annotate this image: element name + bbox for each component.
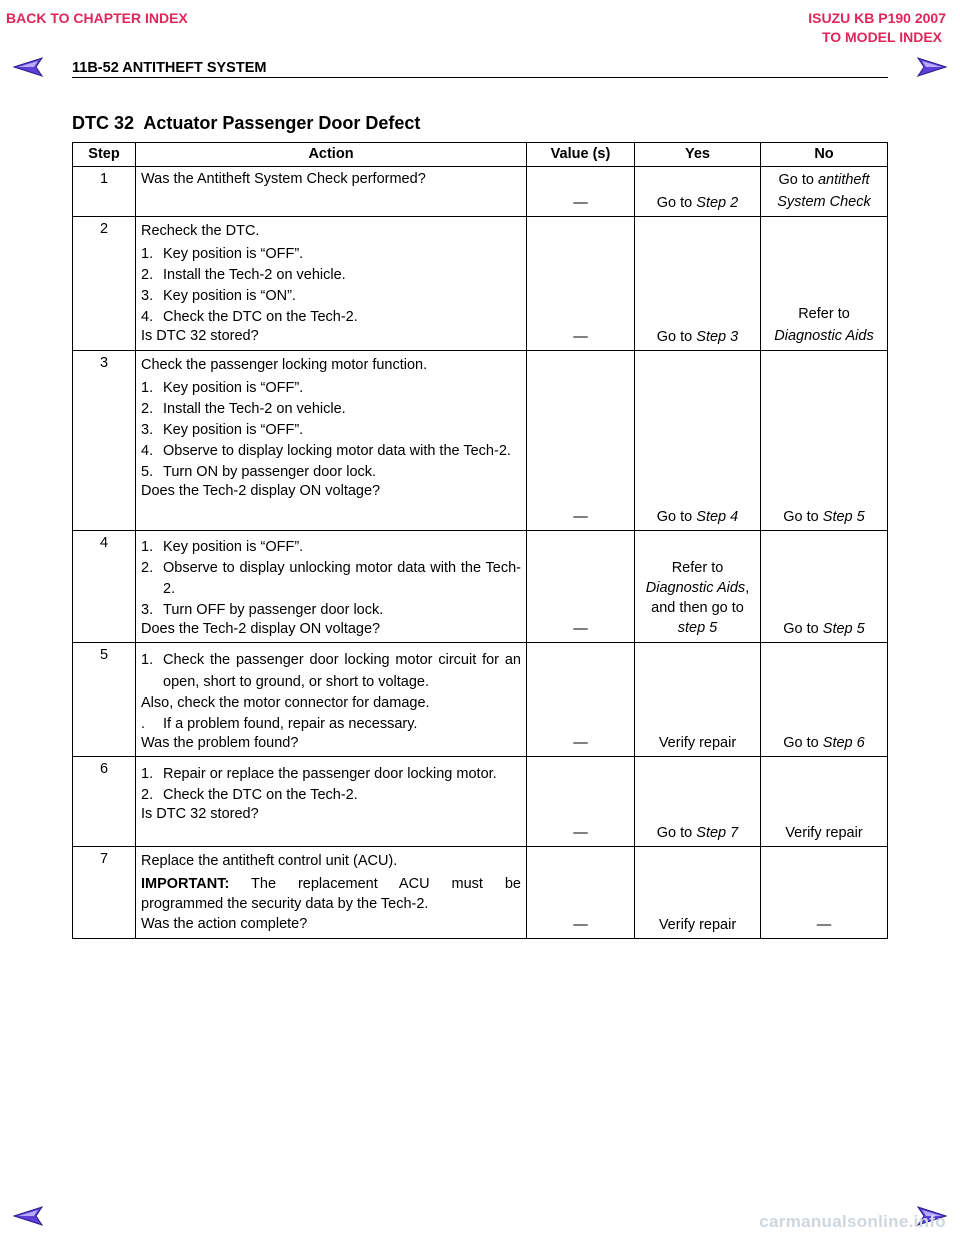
col-header-action: Action bbox=[136, 143, 527, 167]
page-title: DTC 32 Actuator Passenger Door Defect bbox=[72, 113, 421, 133]
header-rule bbox=[72, 77, 888, 78]
action-steps bbox=[141, 649, 521, 693]
important-label: IMPORTANT: bbox=[141, 876, 230, 892]
list-item: 4. Observe to display locking motor data with the Tech-2. bbox=[141, 443, 511, 459]
no-cell: Verify repair bbox=[761, 757, 888, 847]
action-question: Does the Tech-2 display ON voltage? bbox=[141, 483, 381, 499]
step-number: 5 bbox=[73, 643, 136, 757]
table-row bbox=[73, 351, 888, 531]
action-cell bbox=[136, 847, 527, 939]
action-cell bbox=[136, 217, 527, 351]
value-cell: — bbox=[527, 643, 635, 757]
yes-step-link: Step 2 bbox=[696, 195, 739, 211]
action-steps bbox=[141, 378, 521, 482]
action-steps bbox=[141, 537, 521, 620]
action-cell bbox=[136, 531, 527, 643]
action-steps bbox=[141, 763, 521, 805]
section-header: 11B-52 ANTITHEFT SYSTEM bbox=[72, 60, 267, 76]
list-item: 2. Check the DTC on the Tech-2. bbox=[141, 787, 358, 803]
no-text: Refer to bbox=[798, 306, 850, 322]
list-item: 3. Turn OFF by passenger door lock. bbox=[141, 602, 384, 618]
previous-page-arrow-bottom-icon[interactable] bbox=[12, 1205, 48, 1227]
yes-cell bbox=[635, 757, 761, 847]
action-steps bbox=[141, 244, 521, 327]
list-item: 1. Key position is “OFF”. bbox=[141, 246, 304, 262]
table-row bbox=[73, 757, 888, 847]
list-item: 1. Check the passenger door locking motor circuit for an open, short to ground, or short to voltage. bbox=[141, 652, 521, 690]
value-cell: — bbox=[527, 847, 635, 939]
no-cell bbox=[761, 167, 888, 217]
action-question: Is DTC 32 stored? bbox=[141, 328, 259, 344]
important-text-2: programmed the security data by the Tech-2. bbox=[141, 896, 429, 912]
no-text: Go to bbox=[783, 621, 823, 637]
action-question: Was the problem found? bbox=[141, 735, 299, 751]
step-number: 1 bbox=[73, 167, 136, 217]
col-header-yes: Yes bbox=[635, 143, 761, 167]
table-row bbox=[73, 217, 888, 351]
list-item: 4. Check the DTC on the Tech-2. bbox=[141, 309, 358, 325]
no-step-link: Step 5 bbox=[822, 621, 865, 637]
to-model-index-link[interactable]: TO MODEL INDEX bbox=[821, 29, 942, 45]
action-extra: Also, check the motor connector for damage. bbox=[141, 695, 430, 711]
table-header-row bbox=[73, 143, 888, 167]
no-text: Go to bbox=[783, 509, 823, 525]
list-item: . If a problem found, repair as necessary. bbox=[141, 716, 418, 732]
yes-ref-tail: , bbox=[745, 580, 750, 596]
action-question: Does the Tech-2 display ON voltage? bbox=[141, 621, 381, 637]
yes-step-link: Step 3 bbox=[696, 329, 739, 345]
no-cell: — bbox=[761, 847, 888, 939]
no-ref-2: System Check bbox=[777, 194, 871, 210]
col-header-value: Value (s) bbox=[527, 143, 635, 167]
value-cell: — bbox=[527, 351, 635, 531]
action-cell bbox=[136, 757, 527, 847]
step-number: 4 bbox=[73, 531, 136, 643]
previous-page-arrow-icon[interactable] bbox=[12, 56, 48, 78]
important-note bbox=[141, 874, 521, 894]
value-cell: — bbox=[527, 531, 635, 643]
list-item: 3. Key position is “ON”. bbox=[141, 288, 296, 304]
action-intro: Recheck the DTC. bbox=[141, 223, 260, 239]
yes-text: Go to bbox=[656, 195, 697, 211]
no-cell bbox=[761, 531, 888, 643]
no-cell bbox=[761, 351, 888, 531]
list-item: 2. Observe to display unlocking motor data with the Tech-2. bbox=[141, 560, 521, 597]
list-item: 1. Key position is “OFF”. bbox=[141, 380, 304, 396]
action-intro: Check the passenger locking motor function. bbox=[141, 357, 428, 373]
table-row bbox=[73, 643, 888, 757]
list-item: 1. Key position is “OFF”. bbox=[141, 539, 304, 555]
yes-text: Go to bbox=[656, 825, 697, 841]
yes-cell bbox=[635, 217, 761, 351]
step-number: 7 bbox=[73, 847, 136, 939]
list-item: 1. Repair or replace the passenger door locking motor. bbox=[141, 766, 497, 782]
yes-text: Refer to bbox=[671, 560, 724, 576]
value-cell: — bbox=[527, 167, 635, 217]
yes-step-link: Step 4 bbox=[696, 509, 739, 525]
value-cell: — bbox=[527, 757, 635, 847]
yes-text: Go to bbox=[656, 509, 697, 525]
action-question: Was the action complete? bbox=[141, 916, 308, 932]
step-number: 3 bbox=[73, 351, 136, 531]
action-intro: Replace the antitheft control unit (ACU). bbox=[141, 853, 398, 869]
col-header-step: Step bbox=[73, 143, 136, 167]
model-title-link[interactable]: ISUZU KB P190 2007 bbox=[808, 10, 946, 26]
list-item: 2. Install the Tech-2 on vehicle. bbox=[141, 401, 346, 417]
yes-step-link: Step 7 bbox=[696, 825, 739, 841]
no-text: Go to bbox=[783, 735, 823, 751]
yes-text-2: and then go to bbox=[651, 600, 744, 616]
yes-cell: Verify repair bbox=[635, 643, 761, 757]
action-intro: Was the Antitheft System Check performed? bbox=[141, 171, 426, 187]
no-step-link: Step 6 bbox=[822, 735, 865, 751]
step-number: 2 bbox=[73, 217, 136, 351]
yes-step-link: step 5 bbox=[677, 620, 718, 636]
list-item: 2. Install the Tech-2 on vehicle. bbox=[141, 267, 346, 283]
yes-cell bbox=[635, 531, 761, 643]
next-page-arrow-icon[interactable] bbox=[912, 56, 948, 78]
no-step-link: Step 5 bbox=[822, 509, 865, 525]
no-ref: Diagnostic Aids bbox=[774, 328, 874, 344]
yes-text: Go to bbox=[656, 329, 697, 345]
yes-cell: Verify repair bbox=[635, 847, 761, 939]
no-cell bbox=[761, 217, 888, 351]
watermark: carmanualsonline.info bbox=[759, 1212, 946, 1231]
action-cell bbox=[136, 643, 527, 757]
important-text: The replacement ACU must be bbox=[229, 876, 521, 892]
table-row bbox=[73, 847, 888, 939]
diagnostic-table bbox=[72, 142, 888, 939]
list-item: 3. Key position is “OFF”. bbox=[141, 422, 304, 438]
no-cell bbox=[761, 643, 888, 757]
yes-cell bbox=[635, 167, 761, 217]
action-dot-list bbox=[141, 714, 521, 734]
value-cell: — bbox=[527, 217, 635, 351]
yes-cell bbox=[635, 351, 761, 531]
step-number: 6 bbox=[73, 757, 136, 847]
table-row bbox=[73, 531, 888, 643]
action-question: Is DTC 32 stored? bbox=[141, 806, 259, 822]
yes-ref: Diagnostic Aids bbox=[645, 580, 746, 596]
table-row bbox=[73, 167, 888, 217]
col-header-no: No bbox=[761, 143, 888, 167]
action-cell bbox=[136, 167, 527, 217]
action-cell bbox=[136, 351, 527, 531]
back-to-chapter-index-link[interactable]: BACK TO CHAPTER INDEX bbox=[6, 10, 188, 26]
list-item: 5. Turn ON by passenger door lock. bbox=[141, 464, 377, 480]
no-ref: antitheft bbox=[817, 172, 870, 188]
no-text: Go to bbox=[778, 172, 818, 188]
